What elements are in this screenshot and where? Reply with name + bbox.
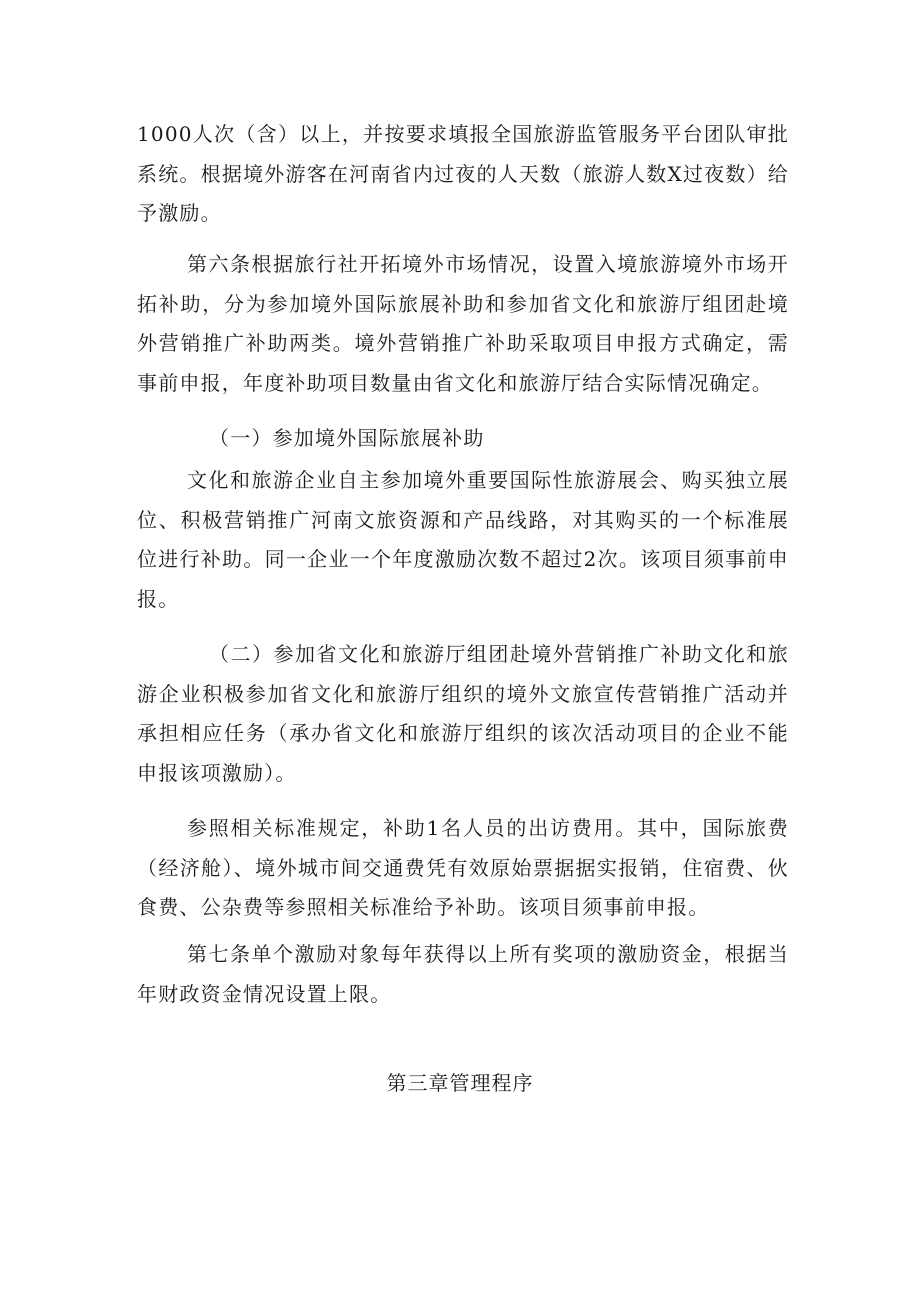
- paragraph-travel-expense-subsidy: 参照相关标准规定，补助1名人员的出访费用。其中，国际旅费（经济舱）、境外城市间交通费凭有效原始票据据实报销，住宿费、伙食费、公杂费等参照相关标准给予补助。该项目须事前申报。: [137, 816, 789, 919]
- paragraph-article-6: 第六条根据旅行社开拓境外市场情况，设置入境旅游境外市场开拓补助，分为参加境外国际旅展补助和参加省文化和旅游厅组团赴境外营销推广补助两类。境外营销推广补助采取项目申报方式确定，需事前申报，年度补助项目数量由省文化和旅游厅结合实际情况确定。: [137, 252, 789, 395]
- paragraph-marketing-promotion-subsidy: （二）参加省文化和旅游厅组团赴境外营销推广补助文化和旅游企业积极参加省文化和旅游厅组织的境外文旅宣传营销推广活动并承担相应任务（承办省文化和旅游厅组织的该次活动项目的企业不能申报该项激励）。: [137, 642, 789, 785]
- paragraph-continuation: 1000人次（含）以上，并按要求填报全国旅游监管服务平台团队审批系统。根据境外游客在河南省内过夜的人天数（旅游人数X过夜数）给予激励。: [137, 122, 789, 225]
- chapter-title: 第三章管理程序: [386, 1071, 534, 1095]
- paragraph-article-7: 第七条单个激励对象每年获得以上所有奖项的激励资金，根据当年财政资金情况设置上限。: [137, 942, 789, 1006]
- subheading-overseas-exhibition-subsidy: （一）参加境外国际旅展补助: [209, 426, 485, 450]
- paragraph-exhibition-subsidy-details: 文化和旅游企业自主参加境外重要国际性旅游展会、购买独立展位、积极营销推广河南文旅资源和产品线路，对其购买的一个标准展位进行补助。同一企业一个年度激励次数不超过2次。该项目须事前申报。: [137, 468, 789, 611]
